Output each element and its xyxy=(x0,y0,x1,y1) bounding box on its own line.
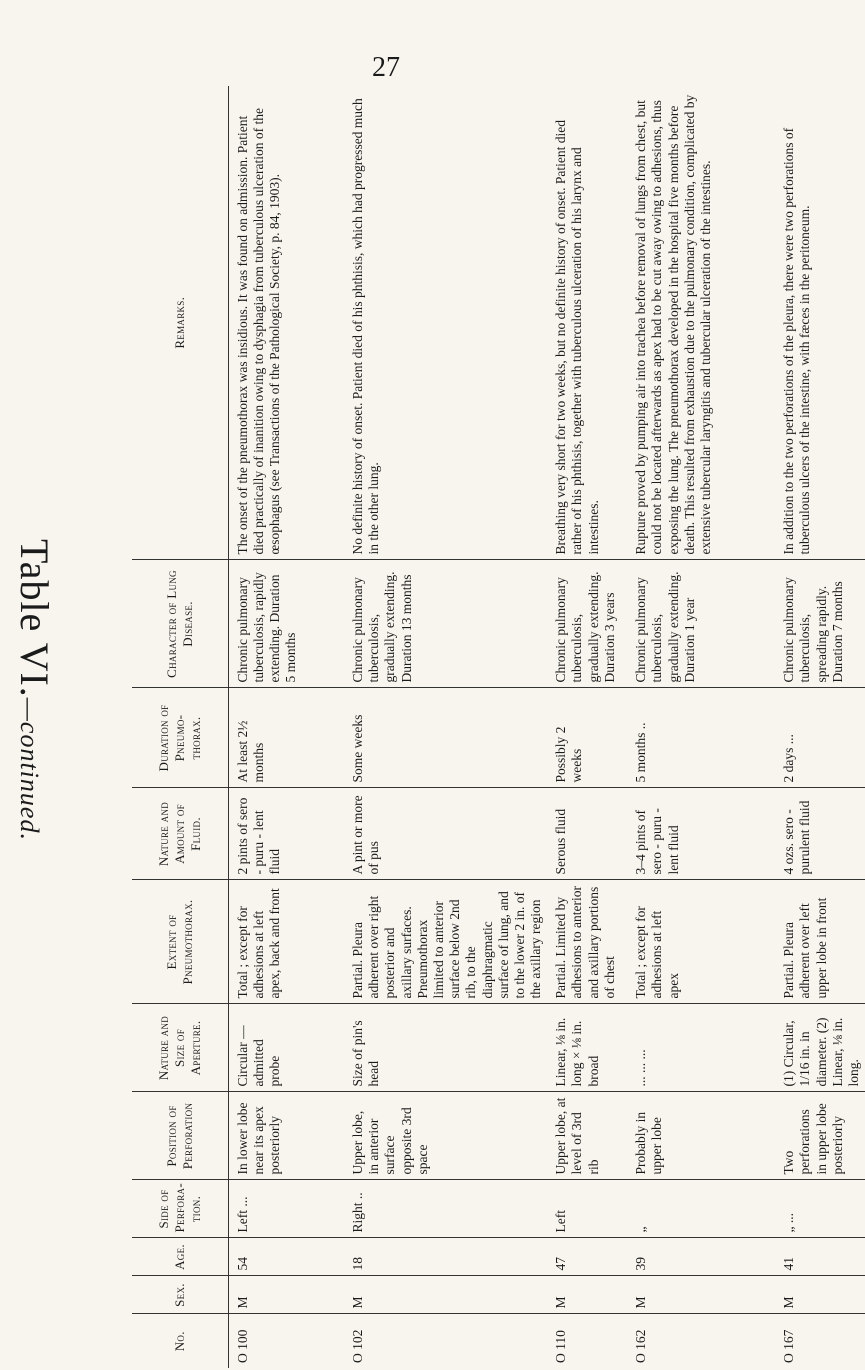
cell-remarks xyxy=(344,86,547,560)
cell-no: O 110 xyxy=(547,1314,627,1368)
cell-lung: Chronic pulmonary tuberculosis, spreading rapidly. Duration 7 months xyxy=(775,560,865,688)
cell-aperture: Size of pin's head xyxy=(344,1004,547,1092)
cell-remarks xyxy=(775,86,865,560)
cell-lung: Chronic pulmonary tuberculosis, gradually extending. Duration 13 months xyxy=(344,560,547,688)
cell-remarks xyxy=(228,86,344,560)
cell-side: „ ... xyxy=(775,1180,865,1238)
remarks-text: No definite history of onset. Patient died of his phthisis, which had progressed much in the other lung. xyxy=(350,98,382,555)
cell-duration: 5 months .. xyxy=(627,688,775,788)
table-subtitle: —continued. xyxy=(15,697,44,841)
header-age: Age. xyxy=(132,1238,228,1276)
cell-duration: At least 2½ months xyxy=(228,688,344,788)
cell-fluid: 3–4 pints of sero - puru - lent fluid xyxy=(627,788,775,880)
cell-aperture: Linear, ⅛ in. long × ⅛ in. broad xyxy=(547,1004,627,1092)
cell-extent: Total ; except for adhesions at left apex, back and front xyxy=(228,880,344,1004)
cell-position: In lower lobe near its apex posteriorly xyxy=(228,1092,344,1180)
cell-position: Upper lobe, at level of 3rd rib xyxy=(547,1092,627,1180)
header-remarks: Remarks. xyxy=(132,86,228,560)
header-aperture: Nature and Size of Aperture. xyxy=(132,1004,228,1092)
cell-side: Left xyxy=(547,1180,627,1238)
cell-aperture: Circular — admitted probe xyxy=(228,1004,344,1092)
cell-age: 54 xyxy=(228,1238,344,1276)
cell-remarks xyxy=(627,86,775,560)
header-no: No. xyxy=(132,1314,228,1368)
cell-sex: M xyxy=(627,1276,775,1314)
cell-no: O 167 xyxy=(775,1314,865,1368)
header-extent: Extent of Pneumothorax. xyxy=(132,880,228,1004)
header-duration: Duration of Pneumo-thorax. xyxy=(132,688,228,788)
cell-side: Left ... xyxy=(228,1180,344,1238)
cell-no: O 162 xyxy=(627,1314,775,1368)
cell-duration: Some weeks xyxy=(344,688,547,788)
cell-position: Upper lobe, in anterior surface opposite 3rd space xyxy=(344,1092,547,1180)
cell-aperture: ... ... ... xyxy=(627,1004,775,1092)
cell-no: O 100 xyxy=(228,1314,344,1368)
table-row xyxy=(775,86,865,1368)
header-side: Side of Perfora-tion. xyxy=(132,1180,228,1238)
table-caption xyxy=(11,280,58,1100)
cell-extent: Partial. Pleura adherent over right posterior and axillary surfaces. Pneumothorax limited to anterior surface below 2nd rib, to the diaphragmatic surface of lung, and to the lower 2 in. of the axillary region xyxy=(344,880,547,1004)
cell-side: Right .. xyxy=(344,1180,547,1238)
header-row xyxy=(132,86,228,1368)
cell-aperture: (1) Circular, 1/16 in. in diameter. (2) Linear, ⅛ in. long. xyxy=(775,1004,865,1092)
cell-lung: Chronic pulmonary tuberculosis, gradually extending. Duration 1 year xyxy=(627,560,775,688)
remarks-text: Breathing very short for two weeks, but no definite history of onset. Patient died rather of his phthisis, together with tuberculous ulceration of his larynx and intestines. xyxy=(553,119,601,555)
cell-extent: Total ; except for adhesions at left apex xyxy=(627,880,775,1004)
table-row xyxy=(627,86,775,1368)
remarks-text: In addition to the two perforations of the pleura, there were two perforations of tuberculous ulcers of the intestine, with fæces in the peritoneum. xyxy=(781,127,813,555)
cell-extent: Partial. Limited by adhesions to anterior and axillary portions of chest xyxy=(547,880,627,1004)
remarks-text: Rupture proved by pumping air into trachea before removal of lungs from chest, but could not be located afterwards as apex had to be cut away owing to adhesions, thus exposing the lung. The pneumothorax developed in the hospital five months before death. This resulted from exhaustion due to the pulmonary condition, complicated by extensive tubercular laryngitis and tubercular ulceration of the intestines. xyxy=(633,94,713,555)
page-number: 27 xyxy=(372,52,400,83)
cell-extent: Partial. Pleura adherent over left upper lobe in front xyxy=(775,880,865,1004)
cell-lung: Chronic pulmonary tuberculosis, gradually extending. Duration 3 years xyxy=(547,560,627,688)
cell-position: Two perforations in upper lobe posteriorly xyxy=(775,1092,865,1180)
cell-position: Probably in upper lobe xyxy=(627,1092,775,1180)
remarks-text: The onset of the pneumothorax was insidious. It was found on admission. Patient died practically of inanition owing to dysphagia from tuberculous ulceration of the œsophagus (see Transactions of the Pathological Society, p. 84, 1903). xyxy=(234,107,282,555)
rotated-table-frame xyxy=(132,86,861,1368)
table-title: Table VI. xyxy=(12,539,57,698)
cell-age: 18 xyxy=(344,1238,547,1276)
header-position: Position of Perforation xyxy=(132,1092,228,1180)
cell-sex: M xyxy=(228,1276,344,1314)
table-row xyxy=(547,86,627,1368)
header-fluid: Nature and Amount of Fluid. xyxy=(132,788,228,880)
cell-side: „ xyxy=(627,1180,775,1238)
cell-remarks xyxy=(547,86,627,560)
cell-fluid: A pint or more of pus xyxy=(344,788,547,880)
cell-sex: M xyxy=(775,1276,865,1314)
cell-sex: M xyxy=(344,1276,547,1314)
case-table xyxy=(132,86,865,1368)
cell-sex: M xyxy=(547,1276,627,1314)
cell-lung: Chronic pulmonary tuberculosis, rapidly extending. Duration 5 months xyxy=(228,560,344,688)
cell-age: 41 xyxy=(775,1238,865,1276)
table-row xyxy=(344,86,547,1368)
cell-age: 39 xyxy=(627,1238,775,1276)
cell-fluid: 4 ozs. sero - purulent fluid xyxy=(775,788,865,880)
header-sex: Sex. xyxy=(132,1276,228,1314)
cell-no: O 102 xyxy=(344,1314,547,1368)
cell-age: 47 xyxy=(547,1238,627,1276)
cell-duration: 2 days ... xyxy=(775,688,865,788)
cell-duration: Possibly 2 weeks xyxy=(547,688,627,788)
header-lung: Character of Lung Disease. xyxy=(132,560,228,688)
table-row xyxy=(228,86,344,1368)
cell-fluid: 2 pints of sero - puru - lent fluid xyxy=(228,788,344,880)
cell-fluid: Serous fluid xyxy=(547,788,627,880)
